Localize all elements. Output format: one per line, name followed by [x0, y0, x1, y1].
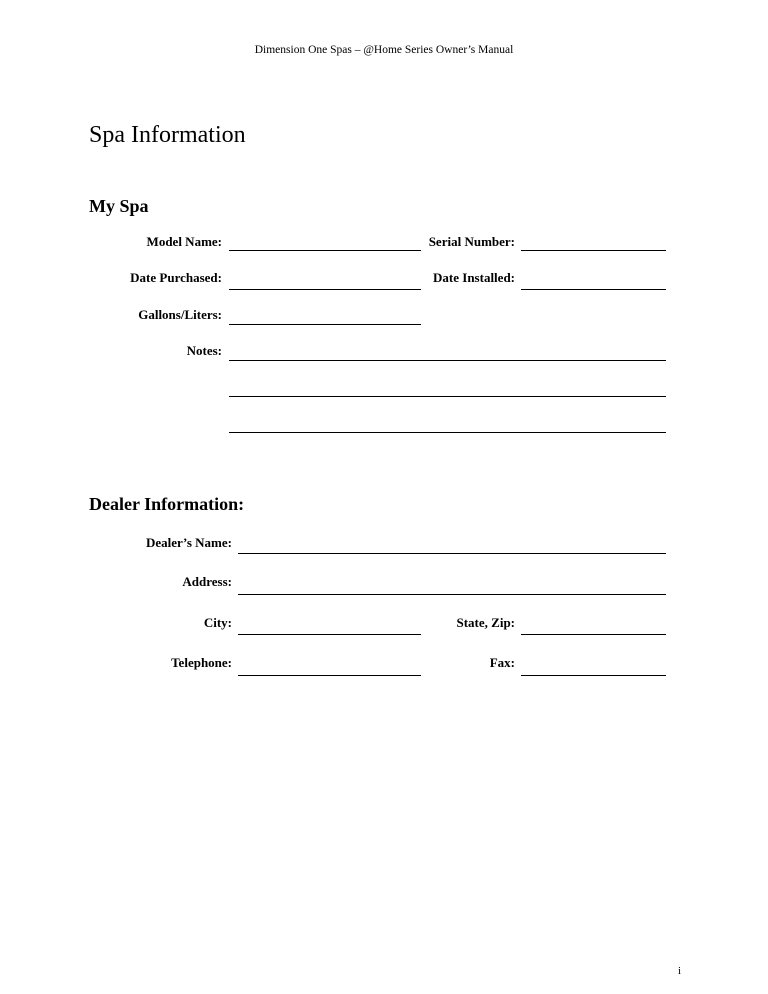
- serial-number-field[interactable]: [521, 250, 666, 251]
- address-label: Address:: [182, 574, 232, 589]
- page-title: Spa Information: [89, 122, 246, 148]
- notes-line-2[interactable]: [521, 396, 666, 397]
- date-installed-field[interactable]: [521, 289, 666, 290]
- city-label: City:: [203, 615, 232, 630]
- gallons-liters-field[interactable]: [229, 324, 421, 325]
- telephone-field[interactable]: [238, 675, 421, 676]
- notes-line-3[interactable]: [229, 432, 666, 433]
- date-purchased-label: Date Purchased:: [130, 270, 222, 285]
- date-purchased-field[interactable]: [229, 289, 421, 290]
- notes-label: Notes:: [186, 343, 222, 358]
- serial-number-label: Serial Number:: [428, 234, 515, 249]
- dealer-name-label: Dealer’s Name:: [145, 535, 232, 550]
- gallons-liters-label: Gallons/Liters:: [138, 307, 222, 322]
- model-name-field[interactable]: [229, 250, 421, 251]
- model-name-label: Model Name:: [146, 234, 222, 249]
- notes-line-2-segment[interactable]: [229, 396, 521, 397]
- telephone-label: Telephone:: [171, 655, 232, 670]
- running-header: Dimension One Spas – @Home Series Owner’s Manual: [254, 44, 514, 56]
- address-field[interactable]: [238, 594, 666, 595]
- my-spa-heading: My Spa: [89, 196, 149, 216]
- dealer-name-field-end[interactable]: [521, 553, 666, 554]
- state-zip-label: State, Zip:: [456, 615, 515, 630]
- fax-label: Fax:: [489, 655, 515, 670]
- dealer-name-field[interactable]: [238, 553, 521, 554]
- notes-line-1[interactable]: [229, 360, 666, 361]
- city-field[interactable]: [238, 634, 421, 635]
- date-installed-label: Date Installed:: [433, 270, 515, 285]
- dealer-information-heading: Dealer Information:: [89, 494, 245, 514]
- state-zip-field[interactable]: [521, 634, 666, 635]
- fax-field[interactable]: [521, 675, 666, 676]
- page-number: i: [678, 965, 682, 977]
